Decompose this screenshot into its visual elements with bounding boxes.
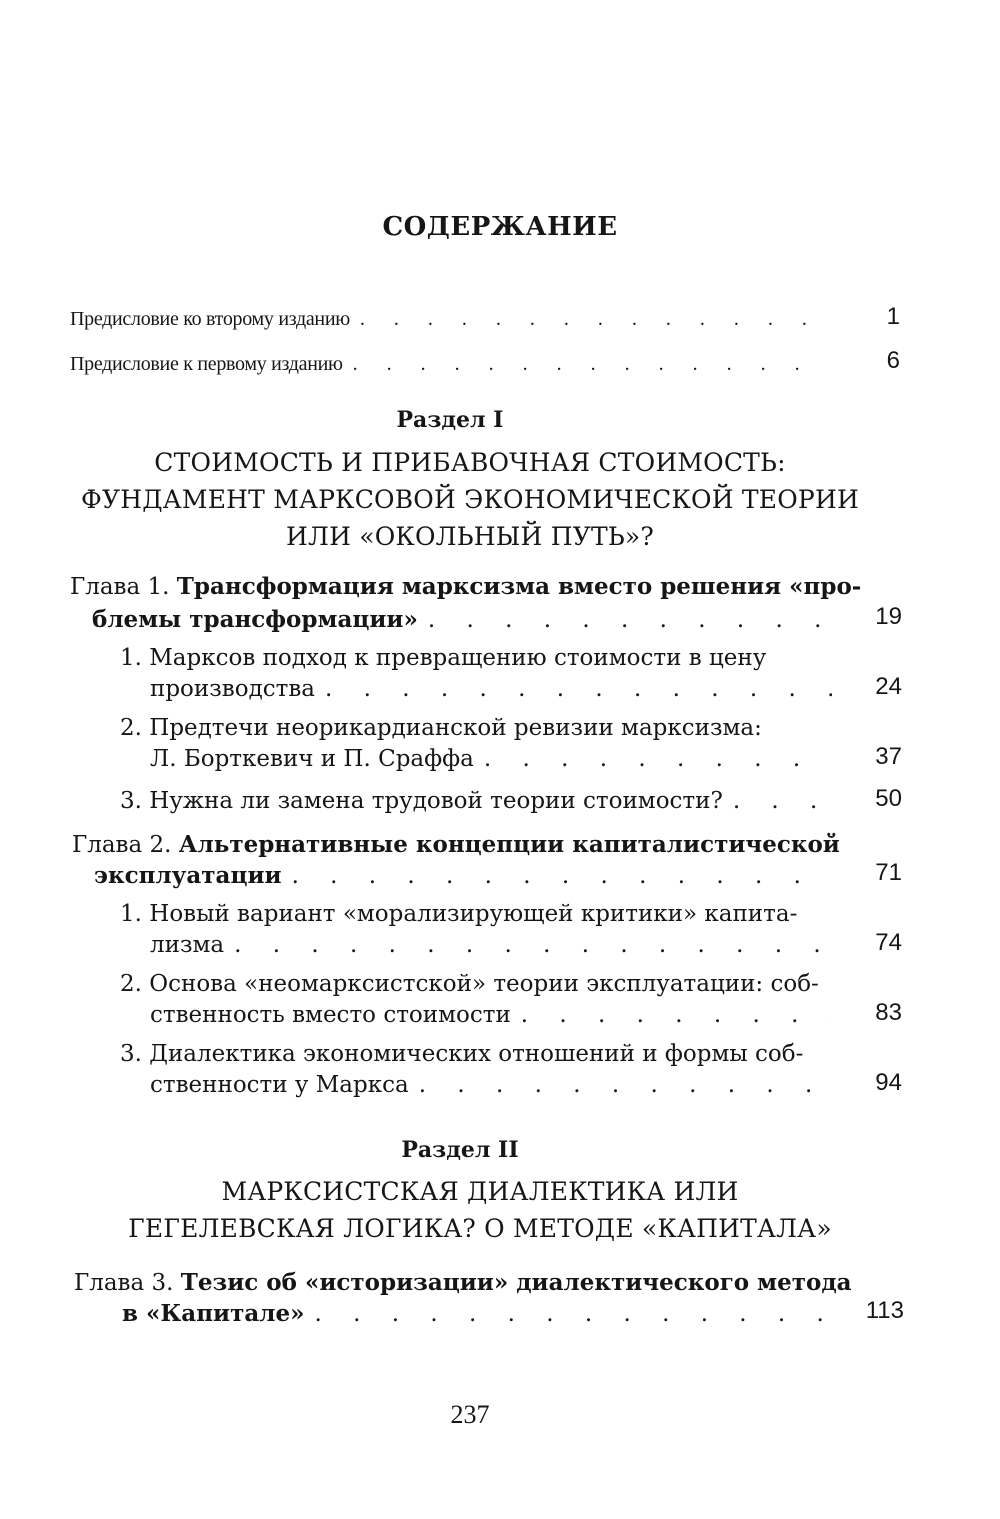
leader-dots xyxy=(484,743,832,776)
item-title-line: ственности у Маркса xyxy=(150,1072,409,1098)
toc-page-number: 71 xyxy=(875,859,902,886)
item-title-line: лизма xyxy=(150,932,225,958)
item-title-line: ственность вместо стоимости xyxy=(150,1002,511,1028)
toc-entry-title: Предисловие ко второму изданию xyxy=(70,308,350,330)
toc-page-number: 113 xyxy=(865,1297,904,1324)
toc-entry-title: Предисловие к первому изданию xyxy=(70,353,343,375)
leader-dots xyxy=(428,604,832,637)
toc-page-number: 83 xyxy=(875,999,902,1026)
section-title xyxy=(10,1173,950,1247)
item-title-line: Л. Борткевич и П. Сраффа xyxy=(150,746,474,772)
item-title-line: 3. Нужна ли замена трудовой теории стоимости? xyxy=(120,788,723,814)
leader-dots xyxy=(521,999,832,1032)
section-title-line: ФУНДАМЕНТ МАРКСОВОЙ ЭКОНОМИЧЕСКОЙ ТЕОРИИ xyxy=(81,485,859,514)
leader-dots xyxy=(360,308,830,331)
leader-dots xyxy=(234,929,832,962)
toc-page-number: 50 xyxy=(875,785,902,812)
item-title-line: 2. Основа «неомарксистской» теории эксплуатации: соб- xyxy=(120,971,819,997)
leader-dots xyxy=(733,785,832,818)
toc-entry-preface-second[interactable] xyxy=(70,308,830,331)
toc-page-number: 19 xyxy=(875,603,902,630)
section-title-line: МАРКСИСТСКАЯ ДИАЛЕКТИКА ИЛИ xyxy=(221,1177,739,1206)
section-label: Раздел I xyxy=(396,407,504,433)
leader-dots xyxy=(292,860,832,893)
chapter-title-line: эксплуатации xyxy=(94,862,282,889)
section-label: Раздел II xyxy=(401,1137,519,1163)
toc-entry-preface-first[interactable] xyxy=(70,353,830,376)
chapter-title-line: Трансформация марксизма вместо решения «про- xyxy=(176,573,862,600)
toc-page-number: 94 xyxy=(875,1069,902,1096)
chapter-label: Глава 1. xyxy=(70,574,170,600)
leader-dots xyxy=(325,673,832,706)
chapter-label: Глава 3. xyxy=(74,1270,174,1296)
section-title xyxy=(0,444,940,555)
item-title-line: 1. Новый вариант «морализирующей критики» капита- xyxy=(120,901,798,927)
leader-dots xyxy=(353,353,830,376)
page-number: 237 xyxy=(450,1400,490,1429)
section-title-line: СТОИМОСТЬ И ПРИБАВОЧНАЯ СТОИМОСТЬ: xyxy=(154,448,786,477)
leader-dots xyxy=(314,1298,834,1331)
toc-page-number: 37 xyxy=(875,743,902,770)
toc-page-number: 74 xyxy=(875,929,902,956)
chapter-label: Глава 2. xyxy=(72,832,172,858)
item-title-line: 1. Марксов подход к превращению стоимости в цену xyxy=(120,645,767,671)
item-title-line: 2. Предтечи неорикардианской ревизии марксизма: xyxy=(120,715,762,741)
item-title-line: 3. Диалектика экономических отношений и формы соб- xyxy=(120,1041,804,1067)
section-title-line: ИЛИ «ОКОЛЬНЫЙ ПУТЬ»? xyxy=(286,522,654,551)
item-title-line: производства xyxy=(150,676,315,702)
section-title-line: ГЕГЕЛЕВСКАЯ ЛОГИКА? О МЕТОДЕ «КАПИТАЛА» xyxy=(128,1214,832,1243)
page-title: СОДЕРЖАНИЕ xyxy=(382,212,618,242)
toc-page-number: 1 xyxy=(886,303,900,330)
chapter-title-line: Тезис об «историзации» диалектического метода xyxy=(180,1269,852,1296)
chapter-title-line: блемы трансформации» xyxy=(92,606,418,633)
chapter-title-line: Альтернативные концепции капиталистической xyxy=(178,831,840,858)
chapter-title-line: в «Капитале» xyxy=(122,1300,305,1327)
toc-page-number: 6 xyxy=(886,347,900,374)
leader-dots xyxy=(419,1069,832,1102)
toc-page-number: 24 xyxy=(875,673,902,700)
